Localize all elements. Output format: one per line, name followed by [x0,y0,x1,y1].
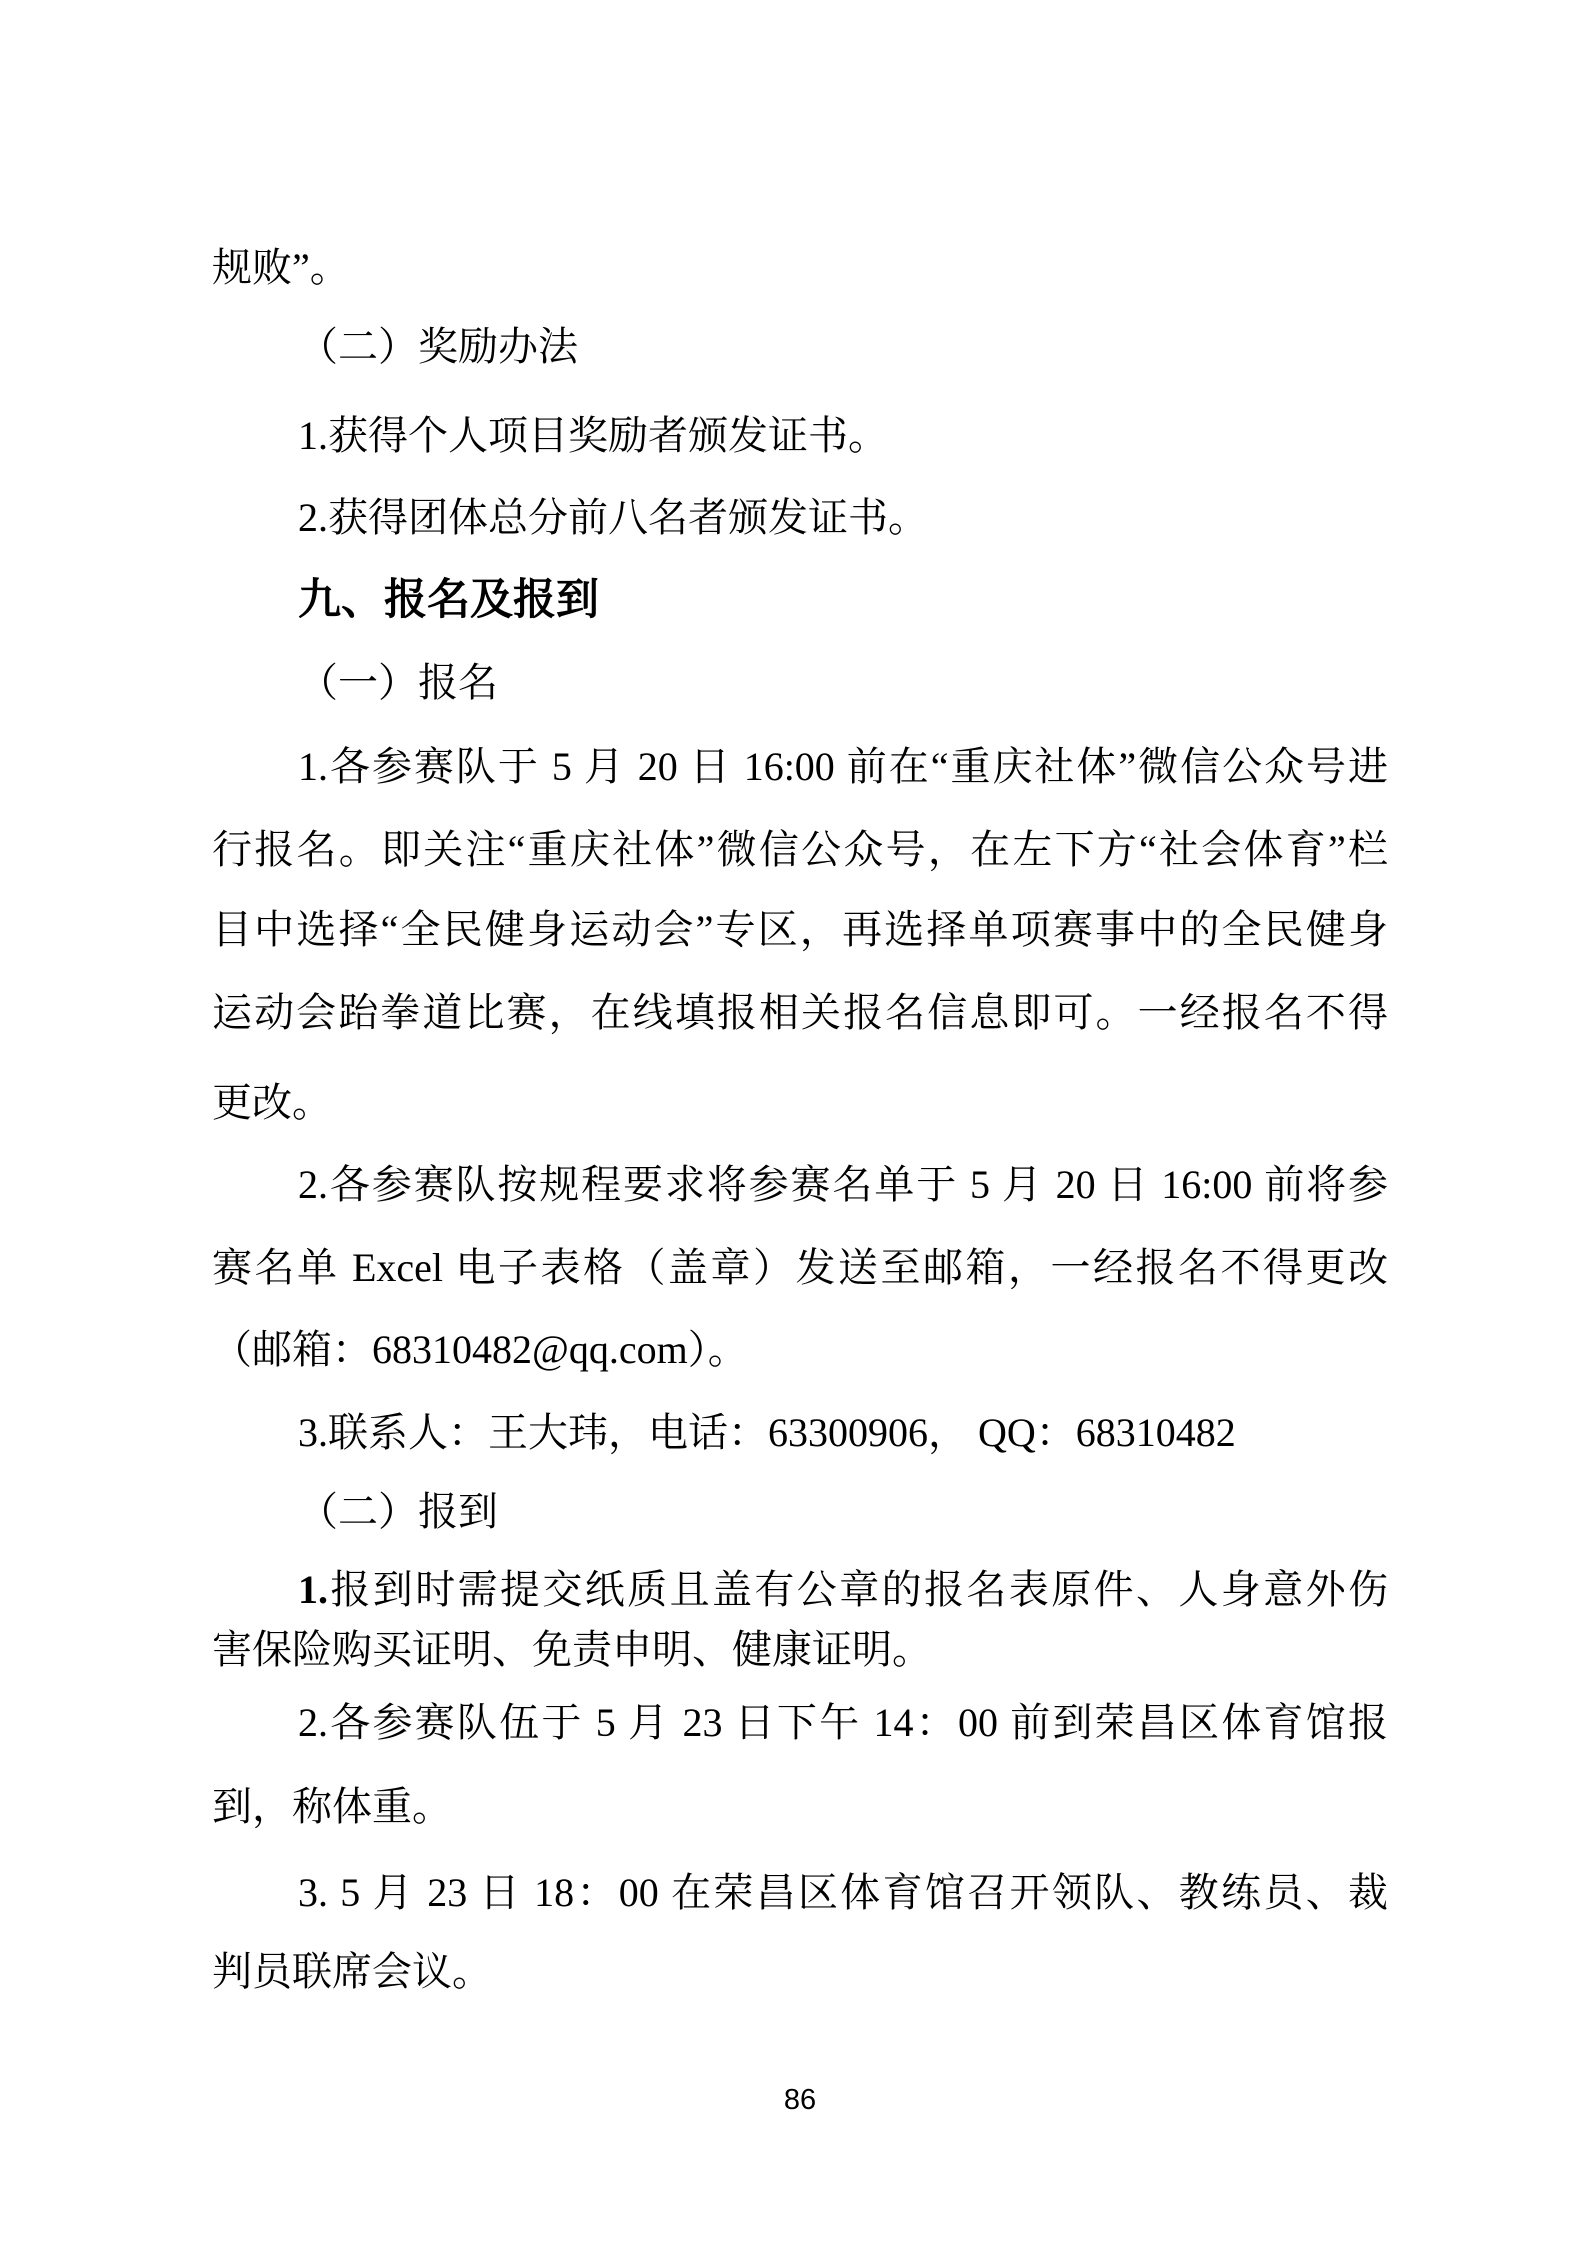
para-roster-line-2: 赛名单 Excel 电子表格（盖章）发送至邮箱，一经报名不得更改 [212,1245,1388,1290]
subsection-heading-award-method: （二）奖励办法 [298,324,578,369]
para-roster-email-line: （邮箱：68310482@qq.com）。 [212,1327,748,1372]
subsection-heading-signup: （一）报名 [298,660,498,705]
para-signup-line-3: 目中选择“全民健身运动会”专区，再选择单项赛事中的全民健身 [212,907,1388,952]
para-checkin-docs-line-2: 害保险购买证明、免责申明、健康证明。 [212,1627,932,1672]
contact-line: 3.联系人：王大玮，电话：63300906， QQ：68310482 [298,1410,1236,1455]
para-signup-line-4: 运动会跆拳道比赛，在线填报相关报名信息即可。一经报名不得 [212,990,1388,1035]
list-item-award-individual: 1.获得个人项目奖励者颁发证书。 [298,413,888,458]
para-signup-line-2: 行报名。即关注“重庆社体”微信公众号，在左下方“社会体育”栏 [212,827,1388,872]
list-item-award-team: 2.获得团体总分前八名者颁发证书。 [298,495,928,540]
subsection-heading-checkin: （二）报到 [298,1489,498,1534]
para-meeting-line-2: 判员联席会议。 [212,1949,492,1994]
section-heading-registration-checkin: 九、报名及报到 [298,576,599,624]
page-number: 86 [783,2084,817,2116]
list-number-bold: 1. [298,1567,328,1612]
para-weighin-line-1: 2.各参赛队伍于 5 月 23 日下午 14：00 前到荣昌区体育馆报 [298,1700,1388,1745]
para-meeting-line-1: 3. 5 月 23 日 18：00 在荣昌区体育馆召开领队、教练员、裁 [298,1870,1388,1915]
body-line-rule-tail: 规败”。 [212,245,350,290]
para-roster-line-1: 2.各参赛队按规程要求将参赛名单于 5 月 20 日 16:00 前将参 [298,1162,1388,1207]
para-signup-line-5: 更改。 [212,1080,332,1125]
para-weighin-line-2: 到，称体重。 [212,1784,452,1829]
para-checkin-docs-text: 报到时需提交纸质且盖有公章的报名表原件、人身意外伤 [328,1567,1388,1612]
para-signup-line-1: 1.各参赛队于 5 月 20 日 16:00 前在“重庆社体”微信公众号进 [298,744,1388,789]
